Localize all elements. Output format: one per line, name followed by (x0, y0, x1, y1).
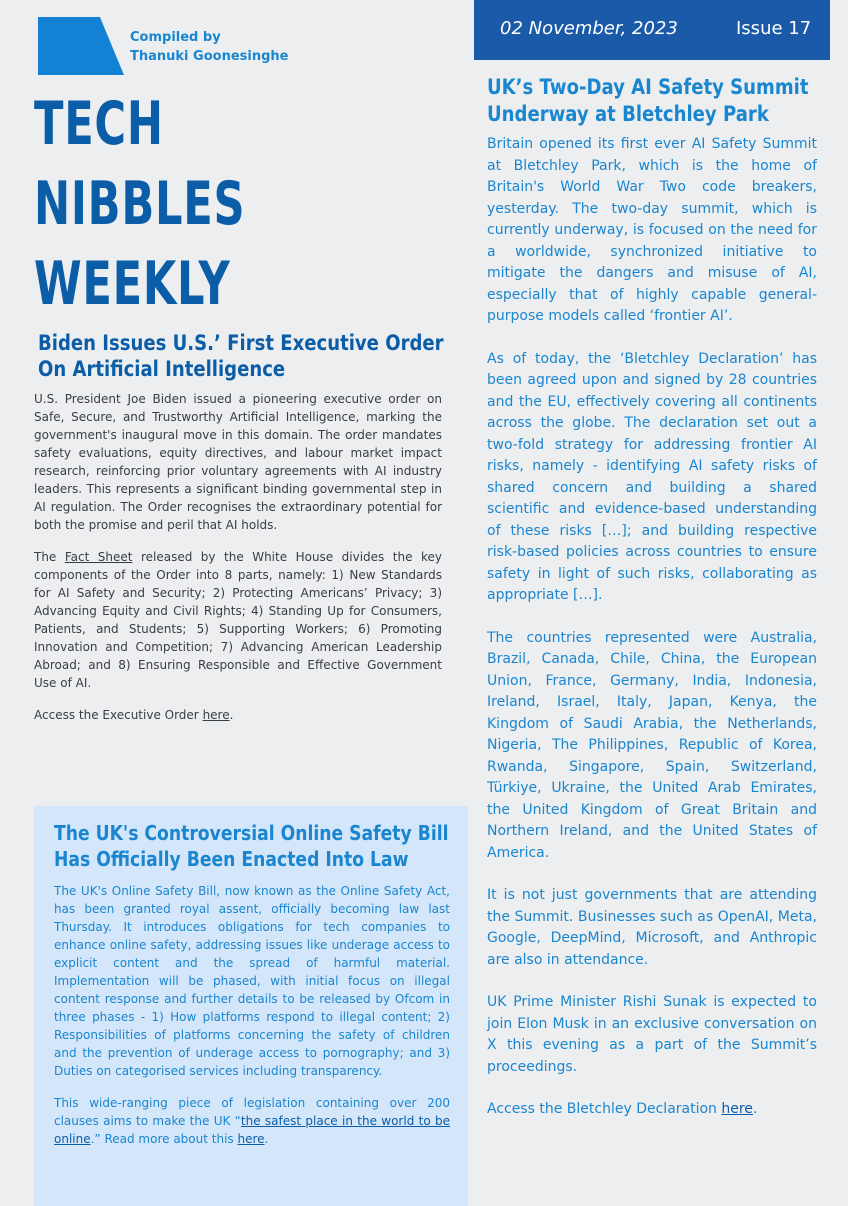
headline-line: On Artificial Intelligence (38, 357, 286, 381)
issue-date: 02 November, 2023 (500, 18, 678, 39)
bletchley-declaration-link[interactable]: here (721, 1101, 753, 1117)
paragraph: It is not just governments that are attending the Summit. Businesses such as OpenAI, Meta, Google, DeepMind, Microsoft, and Anthropic are also in attendance. (487, 887, 817, 968)
text: Access the Executive Order (34, 708, 203, 722)
article-ai-safety-summit (487, 74, 817, 1142)
paragraph: As of today, the ‘Bletchley Declaration’ has been agreed upon and signed by 28 countries and the EU, effectively covering all continents across the globe. The declaration set out a two-fold strategy for addressing frontier AI risks, namely - identifying AI safety risks of shared concern and building a shared scientific and evidence-based understanding of these risks […]; and building respective risk-based policies across countries to ensure safety in light of such risks, collaborating as appropriate […]. (487, 350, 817, 603)
masthead-title (34, 84, 245, 324)
text: . (264, 1132, 269, 1146)
headline-line: UK’s Two-Day AI Safety Summit (487, 75, 809, 99)
text: The (34, 550, 65, 564)
masthead-line: WEEKLY (34, 249, 231, 319)
safest-place-link[interactable]: the safest place in the world to be online (54, 1114, 450, 1146)
read-more-link[interactable]: here (237, 1132, 265, 1146)
executive-order-link[interactable]: here (202, 708, 230, 722)
article-body (487, 134, 817, 1121)
paragraph: U.S. President Joe Biden issued a pioneering executive order on Safe, Secure, and Trustworthy Artificial Intelligence, marking the government's inaugural move in this domain. The order mandates safety evaluations, equity directives, and labour market impact research, reinforcing prior voluntary agreements with AI industry leaders. This represents a significant binding governmental step in AI regulation. The Order recognises the extraordinary potential for both the promise and peril that AI holds. (34, 392, 442, 532)
paragraph: The UK's Online Safety Bill, now known as the Online Safety Act, has been granted royal assent, officially becoming law last Thursday. It introduces obligations for tech companies to enhance online safety, addressing issues like underage access to explicit content and the spread of harmful material. Implementation will be phased, with initial focus on illegal content response and further details to be released by Ofcom in three phases - 1) How platforms respond to illegal content; 2) Responsibilities of platforms concerning the safety of children and the prevention of underage access to pornography; and 3) Duties on categorised services including transparency. (54, 884, 450, 1078)
paragraph (34, 706, 442, 724)
text: . (229, 708, 234, 722)
issue-banner (474, 0, 830, 60)
headline-line: Underway at Bletchley Park (487, 102, 769, 126)
article-online-safety-bill (34, 806, 468, 1206)
fact-sheet-link[interactable]: Fact Sheet (64, 550, 133, 564)
article-biden-order (34, 330, 442, 738)
compiled-label: Compiled by (130, 30, 221, 45)
paragraph (54, 1094, 450, 1148)
article-headline (487, 74, 831, 128)
article-body (34, 390, 442, 724)
text: Access the Bletchley Declaration (487, 1101, 722, 1117)
text: . (752, 1101, 758, 1117)
masthead-line: TECH (34, 89, 164, 159)
headline-line: The UK's Controversial Online Safety Bill (54, 821, 449, 845)
headline-line: Biden Issues U.S.’ First Executive Order (38, 331, 444, 355)
masthead-line: NIBBLES (34, 169, 246, 239)
headline-line: Has Officially Been Enacted Into Law (54, 847, 409, 871)
article-headline (54, 820, 458, 872)
article-headline (38, 330, 451, 382)
issue-number: Issue 17 (736, 18, 812, 39)
paragraph: UK Prime Minister Rishi Sunak is expected to join Elon Musk in an exclusive conversation on X this evening as a part of the Summit’s proceedings. (487, 994, 817, 1075)
text: .” Read more about this (90, 1132, 238, 1146)
article-body (54, 882, 450, 1148)
paragraph (487, 1099, 817, 1121)
paragraph (34, 548, 442, 692)
text: released by the White House divides the key components of the Order into 8 parts, namely: 1) New Standards for AI Safety and Security; 2) Protecting Americans’ Privacy; 3) Advancing Equity and Civil Rights; 4) Standing Up for Consumers, Patients, and Students; 5) Supporting Workers; 6) Promoting Innovation and Competition; 7) Advancing American Leadership Abroad; and 8) Ensuring Responsible and Effective Government Use of AI. (34, 550, 442, 690)
paragraph: The countries represented were Australia, Brazil, Canada, Chile, China, the European Union, France, Germany, India, Indonesia, Ireland, Israel, Italy, Japan, Kenya, the Kingdom of Saudi Arabia, the Netherlands, Nigeria, The Philippines, Republic of Korea, Rwanda, Singapore, Spain, Switzerland, Türkiye, Ukraine, the United Arab Emirates, the United Kingdom of Great Britain and Northern Ireland, and the United States of America. (487, 629, 817, 861)
logo-shape (38, 17, 124, 75)
compiled-by (130, 28, 288, 66)
paragraph: Britain opened its first ever AI Safety Summit at Bletchley Park, which is the home of Britain's World War Two code breakers, yesterday. The two-day summit, which is currently underway, is focused on the need for a worldwide, synchronized initiative to mitigate the dangers and misuse of AI, especially that of highly capable general-purpose models called ‘frontier AI’. (487, 136, 817, 324)
text: This wide-ranging piece of legislation containing over 200 clauses aims to make the UK “ (54, 1096, 450, 1128)
compiler-name: Thanuki Goonesinghe (130, 49, 289, 64)
